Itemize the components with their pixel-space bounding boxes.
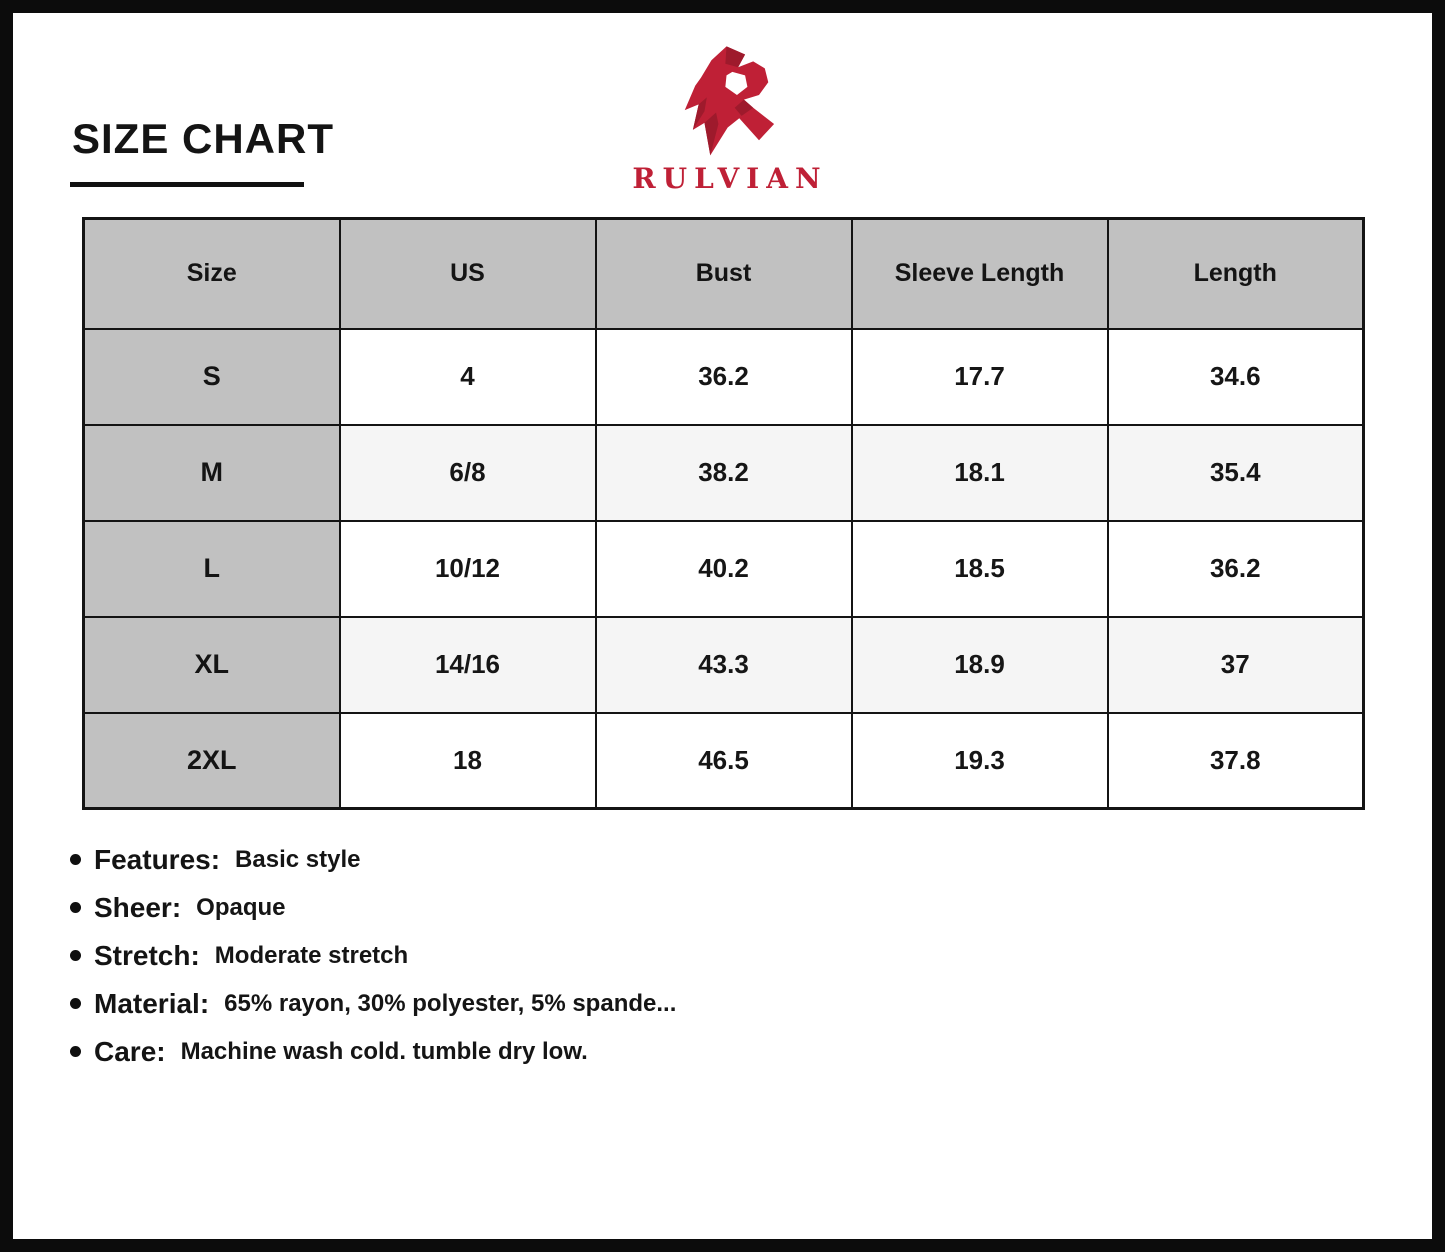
brand-name: RULVIAN: [632, 162, 828, 195]
note-value: Machine wash cold. tumble dry low.: [180, 1037, 588, 1065]
brand-logo: [610, 44, 850, 195]
page-title: SIZE CHART: [72, 115, 334, 162]
size-table: [82, 217, 1365, 810]
note-label: Care:: [94, 1035, 166, 1067]
measurement-cell: 37: [1108, 617, 1364, 713]
note-value: Moderate stretch: [214, 941, 409, 969]
measurement-cell: 35.4: [1108, 425, 1364, 521]
note-item-features: [70, 842, 676, 877]
note-label: Sheer:: [94, 891, 182, 923]
measurement-cell: 18: [340, 713, 596, 809]
measurement-cell: 40.2: [596, 521, 852, 617]
measurement-cell: 18.1: [852, 425, 1108, 521]
size-label-cell: S: [84, 329, 340, 425]
size-label-cell: M: [84, 425, 340, 521]
column-header-length: Length: [1108, 219, 1364, 329]
measurement-cell: 34.6: [1108, 329, 1364, 425]
bullet-dot-icon: [70, 1046, 81, 1057]
column-header-size: Size: [84, 219, 340, 329]
note-item-stretch: [70, 938, 676, 973]
measurement-cell: 18.5: [852, 521, 1108, 617]
note-label: Features:: [94, 843, 221, 875]
bullet-dot-icon: [70, 854, 81, 865]
bullet-dot-icon: [70, 998, 81, 1009]
measurement-cell: 46.5: [596, 713, 852, 809]
bullet-dot-icon: [70, 902, 81, 913]
size-label-cell: 2XL: [84, 713, 340, 809]
size-table-body: [84, 329, 1364, 809]
measurement-cell: 17.7: [852, 329, 1108, 425]
note-item-care: [70, 1034, 676, 1069]
measurement-cell: 14/16: [340, 617, 596, 713]
measurement-cell: 10/12: [340, 521, 596, 617]
table-row-m: [84, 425, 1364, 521]
table-row-2xl: [84, 713, 1364, 809]
note-value: 65% rayon, 30% polyester, 5% spande...: [224, 989, 677, 1017]
measurement-cell: 43.3: [596, 617, 852, 713]
title-underline: [70, 182, 304, 187]
header-row: [84, 219, 1364, 329]
measurement-cell: 37.8: [1108, 713, 1364, 809]
note-label: Stretch:: [94, 939, 200, 971]
bullet-dot-icon: [70, 950, 81, 961]
table-row-s: [84, 329, 1364, 425]
table-row-l: [84, 521, 1364, 617]
size-label-cell: L: [84, 521, 340, 617]
column-header-us: US: [340, 219, 596, 329]
note-item-sheer: [70, 890, 676, 925]
column-header-sleeve-length: Sleeve Length: [852, 219, 1108, 329]
measurement-cell: 19.3: [852, 713, 1108, 809]
note-label: Material:: [94, 987, 210, 1019]
measurement-cell: 4: [340, 329, 596, 425]
measurement-cell: 36.2: [596, 329, 852, 425]
measurement-cell: 6/8: [340, 425, 596, 521]
measurement-cell: 18.9: [852, 617, 1108, 713]
note-value: Opaque: [196, 893, 286, 921]
measurement-cell: 38.2: [596, 425, 852, 521]
note-value: Basic style: [235, 845, 361, 873]
product-notes: [70, 842, 676, 1082]
note-item-material: [70, 986, 676, 1021]
column-header-bust: Bust: [596, 219, 852, 329]
size-label-cell: XL: [84, 617, 340, 713]
measurement-cell: 36.2: [1108, 521, 1364, 617]
brand-logo-r-icon: [663, 44, 797, 160]
size-table-header: [84, 219, 1364, 329]
table-row-xl: [84, 617, 1364, 713]
